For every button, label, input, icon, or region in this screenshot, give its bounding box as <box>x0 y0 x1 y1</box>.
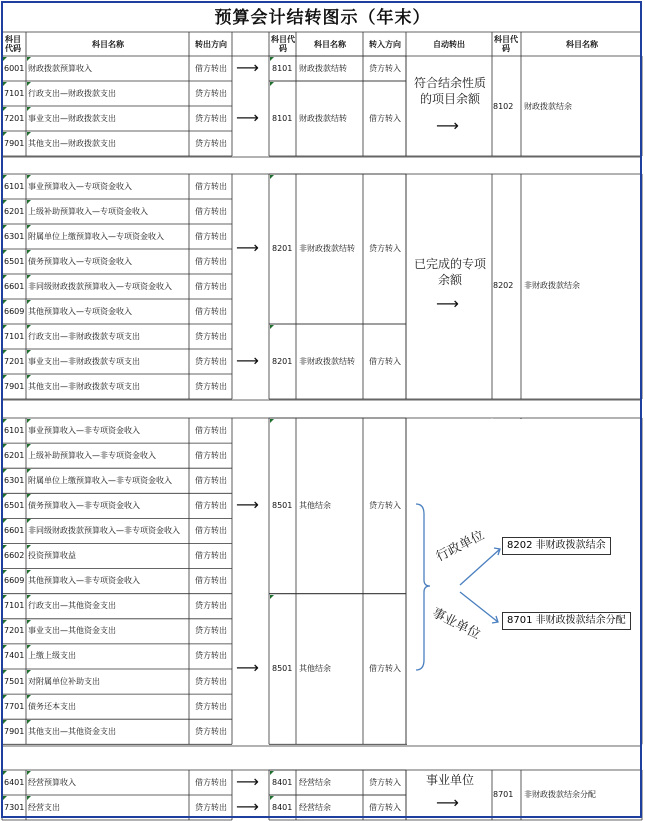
row-direction: 借方转出 <box>195 551 227 561</box>
cell-marker-icon <box>3 570 7 574</box>
row-name: 经营支出 <box>28 802 60 812</box>
row-code: 6301 <box>4 475 25 485</box>
transfer-arrow: ⟶ <box>236 494 259 514</box>
mid-code: 8401 <box>272 777 293 787</box>
row-direction: 借方转出 <box>195 425 227 435</box>
row-direction: 贷方转出 <box>195 651 227 661</box>
row-code: 6201 <box>4 450 25 460</box>
s2-target-code: 8202 <box>493 281 514 290</box>
transfer-arrow: ⟶ <box>236 107 259 127</box>
row-name: 其他支出—非财政拨款专项支出 <box>28 381 140 391</box>
row-name: 其他预算收入—专项资金收入 <box>28 306 132 316</box>
cell-marker-icon <box>3 132 7 136</box>
row-direction: 贷方转出 <box>195 601 227 611</box>
row-code: 7201 <box>4 626 25 636</box>
row-code: 6301 <box>4 231 25 241</box>
row-name: 上级补助预算收入—非专项资金收入 <box>28 450 156 460</box>
cell-marker-icon <box>27 200 31 204</box>
cell-marker-icon <box>3 695 7 699</box>
header-auto: 自动转出 <box>433 40 465 49</box>
row-code: 7501 <box>4 676 25 686</box>
s4-target-name: 非财政拨款结余分配 <box>524 790 596 799</box>
row-direction: 贷方转出 <box>195 381 227 391</box>
transfer-arrow: ⟶ <box>236 771 259 791</box>
row-code: 7201 <box>4 113 25 123</box>
row-name: 附属单位上缴预算收入—非专项资金收入 <box>28 475 172 485</box>
row-name: 其他预算收入—非专项资金收入 <box>28 576 140 586</box>
row-code: 6201 <box>4 206 25 216</box>
cell-marker-icon <box>3 444 7 448</box>
cell-marker-icon <box>3 225 7 229</box>
cell-marker-icon <box>3 494 7 498</box>
transfer-arrow: ⟶ <box>236 57 259 77</box>
cell-marker-icon <box>27 796 31 800</box>
row-code: 6602 <box>4 551 25 561</box>
row-name: 财政拨款预算收入 <box>28 63 92 73</box>
row-name: 行政支出—其他资金支出 <box>28 601 116 611</box>
row-name: 附属单位上缴预算收入—专项资金收入 <box>28 231 164 241</box>
mid-name: 非财政拨款结转 <box>299 244 355 253</box>
cell-marker-icon <box>3 771 7 775</box>
header-name-3: 科目名称 <box>566 40 598 49</box>
cell-marker-icon <box>27 720 31 724</box>
row-code: 6609 <box>4 306 25 316</box>
s4-auto-text: 事业单位 <box>425 773 474 787</box>
transfer-arrow: ⟶ <box>236 796 259 816</box>
cell-marker-icon <box>270 57 274 61</box>
s4-auto-arrow: ⟶ <box>436 793 459 812</box>
mid-code: 8201 <box>272 244 293 253</box>
cell-marker-icon <box>27 444 31 448</box>
row-code: 6601 <box>4 281 25 291</box>
s2-auto-text: 已完成的专项余额 <box>413 257 486 287</box>
s1-auto-arrow: ⟶ <box>436 116 459 135</box>
row-name: 非同级财政拨款预算收入—专项资金收入 <box>28 281 172 291</box>
mid-name: 财政拨款结转 <box>299 63 347 73</box>
row-direction: 贷方转出 <box>195 726 227 736</box>
row-code: 7901 <box>4 726 25 736</box>
mid-direction: 贷方转入 <box>369 244 401 253</box>
row-name: 经营预算收入 <box>28 777 76 787</box>
cell-marker-icon <box>27 82 31 86</box>
cell-marker-icon <box>270 796 274 800</box>
branch-inst-label: 事业单位 <box>429 605 483 643</box>
row-code: 6601 <box>4 525 25 535</box>
mid-direction: 借方转入 <box>369 356 401 366</box>
cell-marker-icon <box>27 595 31 599</box>
row-code: 7101 <box>4 88 25 98</box>
mid-name: 经营结余 <box>299 777 331 787</box>
row-code: 7401 <box>4 651 25 661</box>
transfer-arrow: ⟶ <box>236 658 259 677</box>
s1-target-code: 8102 <box>493 102 514 111</box>
row-code: 7101 <box>4 331 25 341</box>
cell-marker-icon <box>27 132 31 136</box>
transfer-arrow: ⟶ <box>236 238 259 257</box>
cell-marker-icon <box>27 570 31 574</box>
row-code: 6001 <box>4 63 25 73</box>
row-name: 其他支出—财政拨款支出 <box>28 138 116 148</box>
header-in-dir: 转入方向 <box>369 40 401 49</box>
cell-marker-icon <box>3 82 7 86</box>
mid-name: 经营结余 <box>299 802 331 812</box>
cell-marker-icon <box>270 325 274 329</box>
row-name: 事业支出—非财政拨款专项支出 <box>28 356 140 366</box>
row-code: 7201 <box>4 356 25 366</box>
mid-name: 其他结余 <box>299 500 331 510</box>
cell-marker-icon <box>27 771 31 775</box>
header-out-dir: 转出方向 <box>195 40 227 49</box>
row-direction: 借方转出 <box>195 500 227 510</box>
mid-direction: 贷方转入 <box>369 500 401 510</box>
branch-admin-label: 行政单位 <box>433 527 487 565</box>
cell-marker-icon <box>27 620 31 624</box>
cell-marker-icon <box>3 595 7 599</box>
cell-marker-icon <box>27 375 31 379</box>
cell-marker-icon <box>3 469 7 473</box>
cell-marker-icon <box>3 670 7 674</box>
row-direction: 借方转出 <box>195 777 227 787</box>
cell-marker-icon <box>27 494 31 498</box>
cell-marker-icon <box>3 300 7 304</box>
row-direction: 借方转出 <box>195 256 227 266</box>
row-direction: 借方转出 <box>195 475 227 485</box>
mid-name: 非财政拨款结转 <box>299 356 355 366</box>
s4-target-code: 8701 <box>493 790 514 799</box>
row-name: 其他支出—其他资金支出 <box>28 726 116 736</box>
row-name: 行政支出—非财政拨款专项支出 <box>28 331 140 341</box>
mid-name: 财政拨款结转 <box>299 113 347 123</box>
row-name: 对附属单位补助支出 <box>28 676 100 686</box>
cell-marker-icon <box>27 57 31 61</box>
mid-direction: 借方转入 <box>369 802 401 812</box>
cell-marker-icon <box>27 325 31 329</box>
cell-marker-icon <box>3 350 7 354</box>
row-name: 事业预算收入—专项资金收入 <box>28 181 132 191</box>
s2-auto-arrow: ⟶ <box>436 294 459 313</box>
cell-marker-icon <box>27 519 31 523</box>
mid-code: 8101 <box>272 63 293 73</box>
cell-marker-icon <box>27 350 31 354</box>
row-name: 债务还本支出 <box>28 701 76 711</box>
row-name: 行政支出—财政拨款支出 <box>28 88 116 98</box>
cell-marker-icon <box>27 175 31 179</box>
row-direction: 贷方转出 <box>195 138 227 148</box>
row-direction: 借方转出 <box>195 63 227 73</box>
cell-marker-icon <box>27 695 31 699</box>
row-direction: 贷方转出 <box>195 701 227 711</box>
row-name: 上缴上级支出 <box>28 651 76 661</box>
row-direction: 贷方转出 <box>195 626 227 636</box>
cell-marker-icon <box>3 250 7 254</box>
row-name: 事业支出—财政拨款支出 <box>28 113 116 123</box>
cell-marker-icon <box>27 419 31 423</box>
row-code: 7101 <box>4 601 25 611</box>
row-name: 债务预算收入—专项资金收入 <box>28 256 132 266</box>
row-code: 7301 <box>4 802 25 812</box>
row-code: 6501 <box>4 256 25 266</box>
row-direction: 借方转出 <box>195 525 227 535</box>
row-direction: 贷方转出 <box>195 802 227 812</box>
cell-marker-icon <box>3 275 7 279</box>
cell-marker-icon <box>3 796 7 800</box>
row-direction: 借方转出 <box>195 181 227 191</box>
mid-direction: 借方转入 <box>369 113 401 123</box>
cell-marker-icon <box>270 82 274 86</box>
row-code: 6401 <box>4 777 25 787</box>
cell-marker-icon <box>3 57 7 61</box>
cell-marker-icon <box>3 419 7 423</box>
cell-marker-icon <box>270 419 274 423</box>
row-direction: 贷方转出 <box>195 356 227 366</box>
cell-marker-icon <box>27 300 31 304</box>
mid-code: 8201 <box>272 356 293 366</box>
cell-marker-icon <box>3 325 7 329</box>
cell-marker-icon <box>3 645 7 649</box>
header-code: 科目代码 <box>5 35 21 53</box>
mid-direction: 借方转入 <box>369 664 401 673</box>
row-code: 6101 <box>4 181 25 191</box>
outer-frame <box>1 1 642 818</box>
cell-marker-icon <box>270 771 274 775</box>
cell-marker-icon <box>27 670 31 674</box>
header-name: 科目名称 <box>92 40 124 49</box>
cell-marker-icon <box>3 175 7 179</box>
row-direction: 借方转出 <box>195 231 227 241</box>
s1-target-name: 财政拨款结余 <box>524 102 572 111</box>
transfer-arrow: ⟶ <box>236 350 259 370</box>
mid-code: 8501 <box>272 664 293 673</box>
row-direction: 贷方转出 <box>195 113 227 123</box>
header-code-3: 科目代码 <box>494 35 518 53</box>
row-name: 上级补助预算收入—专项资金收入 <box>28 206 148 216</box>
row-direction: 借方转出 <box>195 206 227 216</box>
cell-marker-icon <box>3 720 7 724</box>
row-direction: 借方转出 <box>195 576 227 586</box>
s2-target-name: 非财政拨款结余 <box>524 281 580 290</box>
row-direction: 借方转出 <box>195 450 227 460</box>
row-direction: 借方转出 <box>195 281 227 291</box>
cell-marker-icon <box>3 620 7 624</box>
row-code: 6609 <box>4 576 25 586</box>
header-name-2: 科目名称 <box>314 40 346 49</box>
cell-marker-icon <box>27 250 31 254</box>
row-direction: 借方转出 <box>195 306 227 316</box>
cell-marker-icon <box>3 200 7 204</box>
cell-marker-icon <box>3 107 7 111</box>
cell-marker-icon <box>27 107 31 111</box>
row-direction: 贷方转出 <box>195 88 227 98</box>
row-direction: 贷方转出 <box>195 676 227 686</box>
mid-direction: 贷方转入 <box>369 63 401 73</box>
s1-auto-text: 符合结余性质的项目余额 <box>413 76 486 106</box>
mid-code: 8501 <box>272 500 293 510</box>
row-name: 事业支出—其他资金支出 <box>28 626 116 636</box>
cell-marker-icon <box>27 275 31 279</box>
row-direction: 贷方转出 <box>195 331 227 341</box>
box-inst-target: 8701 非财政拨款结余分配 <box>502 612 631 630</box>
mid-code: 8401 <box>272 802 293 812</box>
row-name: 债务预算收入—非专项资金收入 <box>28 500 140 510</box>
cell-marker-icon <box>27 545 31 549</box>
row-code: 7901 <box>4 138 25 148</box>
cell-marker-icon <box>27 469 31 473</box>
mid-name: 其他结余 <box>299 664 331 673</box>
header-code-2: 科目代码 <box>271 35 295 53</box>
row-code: 7701 <box>4 701 25 711</box>
row-name: 事业预算收入—非专项资金收入 <box>28 425 140 435</box>
row-code: 7901 <box>4 381 25 391</box>
cell-marker-icon <box>3 545 7 549</box>
cell-marker-icon <box>270 595 274 599</box>
row-code: 6501 <box>4 500 25 510</box>
cell-marker-icon <box>270 175 274 179</box>
box-admin-target: 8202 非财政拨款结余 <box>502 537 611 555</box>
cell-marker-icon <box>3 519 7 523</box>
mid-code: 8101 <box>272 113 293 123</box>
row-name: 非同级财政拨款预算收入—非专项资金收入 <box>28 525 180 535</box>
mid-direction: 贷方转入 <box>369 777 401 787</box>
row-name: 投资预算收益 <box>28 551 76 561</box>
cell-marker-icon <box>27 645 31 649</box>
cell-marker-icon <box>3 375 7 379</box>
row-code: 6101 <box>4 425 25 435</box>
cell-marker-icon <box>27 225 31 229</box>
page-title: 预算会计结转图示（年末） <box>214 8 431 28</box>
